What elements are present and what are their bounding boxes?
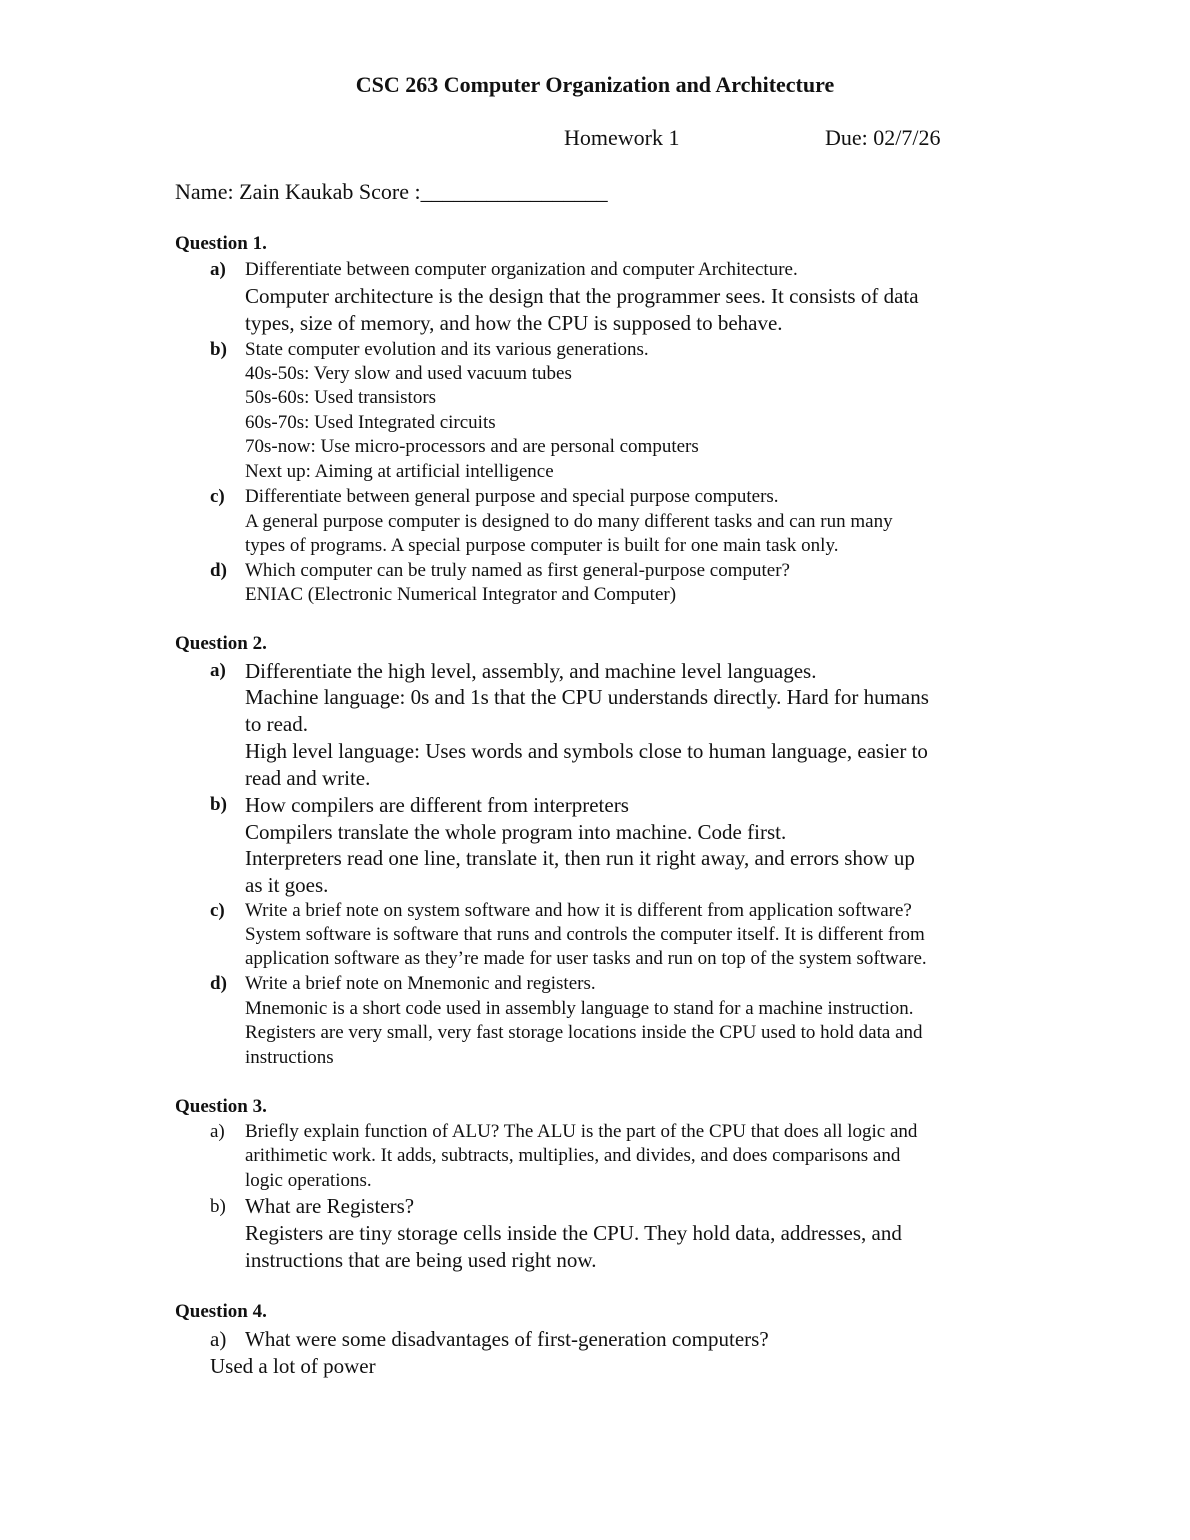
q1-a-answer-line: types, size of memory, and how the CPU is supposed to behave.	[245, 311, 783, 335]
q1-c-answer-line: types of programs. A special purpose computer is built for one main task only.	[245, 535, 839, 556]
q1-c-question: Differentiate between general purpose and special purpose computers.	[245, 486, 779, 507]
q2-d-answer-line: instructions	[245, 1047, 334, 1068]
homework-label: Homework 1	[564, 125, 680, 150]
q1-b-answer-line: 50s-60s: Used transistors	[245, 387, 437, 408]
q2-c-label: c)	[210, 900, 225, 921]
q1-d-answer-line: ENIAC (Electronic Numerical Integrator and Computer)	[245, 584, 677, 605]
question-4-heading: Question 4.	[175, 1301, 267, 1322]
q2-b-answer-line: as it goes.	[245, 873, 329, 897]
q2-d-label: d)	[210, 973, 227, 994]
q1-b-answer-line: 60s-70s: Used Integrated circuits	[245, 412, 496, 433]
q3-b-answer-line: instructions that are being used right now.	[245, 1248, 597, 1272]
q2-b-question: How compilers are different from interpreters	[245, 793, 629, 817]
q2-a-answer-line: to read.	[245, 712, 308, 736]
q2-c-answer-line: System software is software that runs and controls the computer itself. It is different from	[245, 924, 925, 945]
q2-d-question: Write a brief note on Mnemonic and registers.	[245, 973, 596, 994]
q3-a-answer-line: logic operations.	[245, 1170, 372, 1191]
q1-d-question: Which computer can be truly named as first general-purpose computer?	[245, 560, 790, 581]
q1-d-label: d)	[210, 560, 227, 581]
q2-a-answer-line: High level language: Uses words and symbols close to human language, easier to	[245, 739, 928, 763]
q1-a-answer-line: Computer architecture is the design that the programmer sees. It consists of data	[245, 284, 919, 308]
q2-b-label: b)	[210, 794, 227, 815]
q2-a-answer-line: Machine language: 0s and 1s that the CPU understands directly. Hard for humans	[245, 685, 929, 709]
name-score-line: Name: Zain Kaukab Score :_________________	[175, 179, 608, 204]
q1-b-answer-line: 70s-now: Use micro-processors and are personal computers	[245, 436, 699, 457]
q3-b-question: What are Registers?	[245, 1194, 415, 1218]
q2-b-answer-line: Compilers translate the whole program into machine. Code first.	[245, 820, 787, 844]
q3-b-label: b)	[210, 1196, 226, 1217]
q2-a-label: a)	[210, 660, 226, 681]
q3-a-label: a)	[210, 1121, 225, 1142]
due-date: Due: 02/7/26	[825, 125, 941, 150]
q2-a-answer-line: read and write.	[245, 766, 371, 790]
q1-c-answer-line: A general purpose computer is designed to do many different tasks and can run many	[245, 511, 893, 532]
q3-a-answer-line: arithimetic work. It adds, subtracts, multiplies, and divides, and does comparisons and	[245, 1145, 901, 1166]
q4-a-question: What were some disadvantages of first-generation computers?	[245, 1327, 769, 1351]
q2-c-question: Write a brief note on system software and how it is different from application software?	[245, 900, 912, 921]
q1-a-question: Differentiate between computer organization and computer Architecture.	[245, 259, 798, 280]
question-2-heading: Question 2.	[175, 633, 267, 654]
question-3-heading: Question 3.	[175, 1096, 267, 1117]
q3-a-question: Briefly explain function of ALU? The ALU is the part of the CPU that does all logic and	[245, 1121, 918, 1142]
question-1-heading: Question 1.	[175, 233, 267, 254]
q2-d-answer-line: Mnemonic is a short code used in assembly language to stand for a machine instruction.	[245, 998, 914, 1019]
q2-b-answer-line: Interpreters read one line, translate it, then run it right away, and errors show up	[245, 846, 915, 870]
q3-b-answer-line: Registers are tiny storage cells inside the CPU. They hold data, addresses, and	[245, 1221, 902, 1245]
q4-a-answer: Used a lot of power	[210, 1354, 376, 1378]
q1-b-label: b)	[210, 339, 227, 360]
q1-b-question: State computer evolution and its various generations.	[245, 339, 649, 360]
q1-b-answer-line: Next up: Aiming at artificial intelligence	[245, 461, 554, 482]
q2-a-question: Differentiate the high level, assembly, and machine level languages.	[245, 659, 817, 683]
q2-c-answer-line: application software as they’re made for user tasks and run on top of the system software.	[245, 948, 927, 969]
q2-d-answer-line: Registers are very small, very fast storage locations inside the CPU used to hold data and	[245, 1022, 923, 1043]
q1-b-answer-line: 40s-50s: Very slow and used vacuum tubes	[245, 363, 572, 384]
document-title: CSC 263 Computer Organization and Architecture	[355, 72, 835, 97]
q1-c-label: c)	[210, 486, 225, 507]
q1-a-label: a)	[210, 259, 226, 280]
q4-a-label: a)	[210, 1327, 227, 1351]
